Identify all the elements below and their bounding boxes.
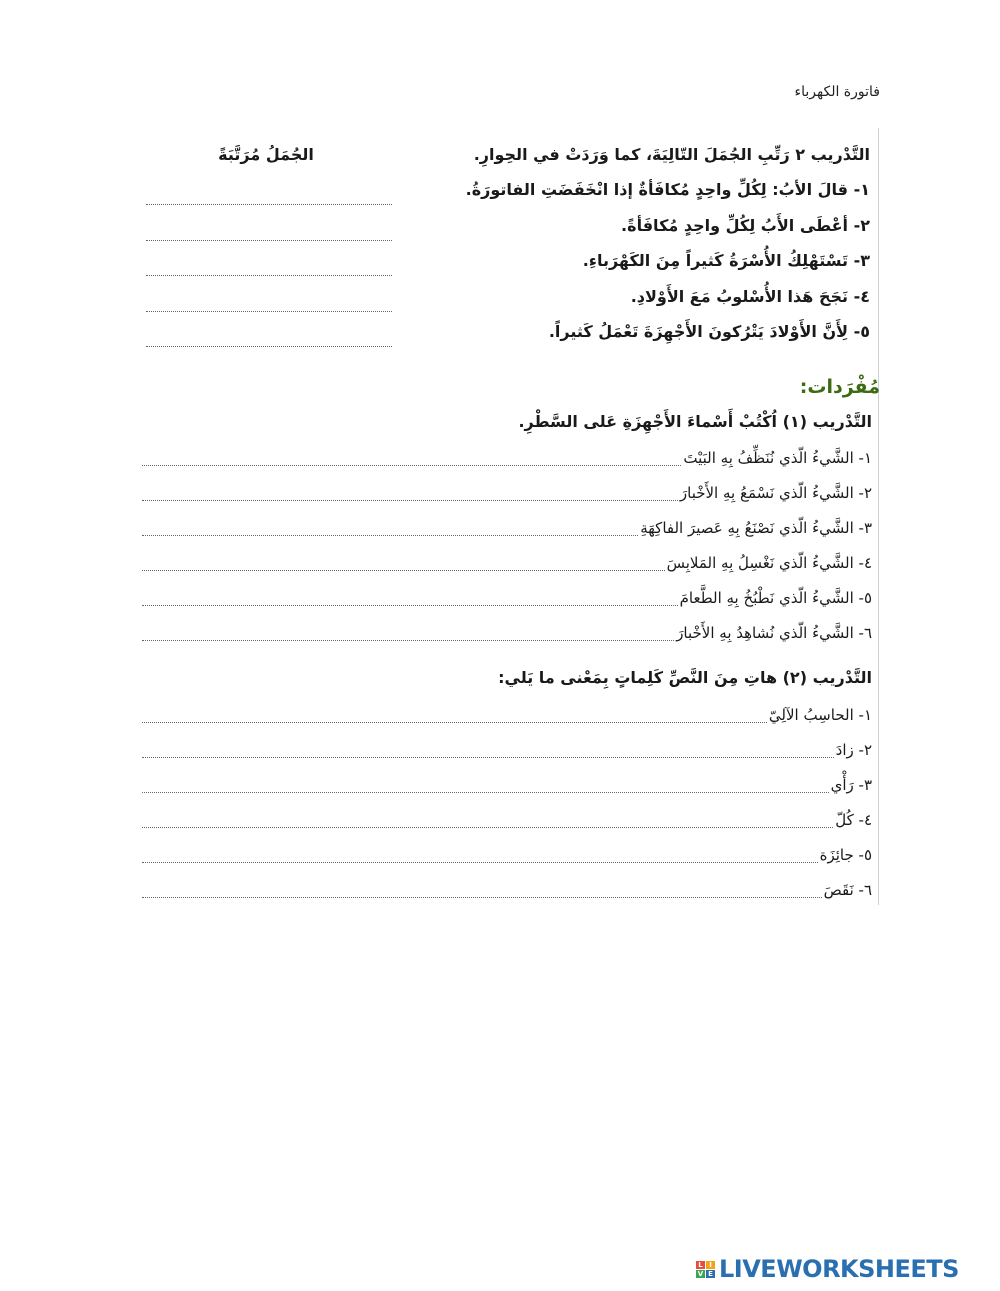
- list-item: [142, 875, 872, 901]
- logo-letter: E: [706, 1270, 715, 1278]
- sentence-item: ٣- تَسْتَهْلِكُ الأُسْرَةُ كَثيراً مِنَ الكَهْرَباءِ.: [582, 251, 870, 270]
- device-answer-input-2[interactable]: [142, 481, 678, 501]
- synonym-answer-input-2[interactable]: [142, 738, 834, 758]
- logo-letter: V: [697, 1269, 704, 1278]
- exercise1-sentence-list: [410, 180, 870, 358]
- item-prompt: ٢- الشَّيءُ الّذي نَسْمَعُ بِهِ الأَخْبارَ: [679, 484, 872, 502]
- sentence-item: ٥- لِأَنَّ الأَوْلادَ يَتْرُكونَ الأَجْهِزَةَ تَعْمَلُ كَثيراً.: [548, 322, 870, 341]
- synonym-answer-input-5[interactable]: [142, 843, 818, 863]
- synonym-answer-input-4[interactable]: [142, 808, 833, 828]
- logo-letter: L: [696, 1261, 705, 1269]
- liveworksheets-logo-icon: [696, 1261, 715, 1278]
- vocabulary-heading: مُفْرَدات:: [799, 376, 880, 398]
- ordered-answers-column: [146, 180, 392, 347]
- list-item: [142, 735, 872, 761]
- item-prompt: ٢- زادَ: [835, 741, 872, 759]
- exercise1-heading: التَّدْريب ٢ رَتِّبِ الجُمَلَ التّالِيَةَ، كما وَرَدَتْ في الحِوارِ.: [473, 145, 870, 164]
- ordered-answer-input-2[interactable]: [146, 221, 392, 241]
- item-prompt: ٦- نَقَصَ: [823, 881, 872, 899]
- item-prompt: ١- الحاسِبُ الآلِيّ: [768, 706, 872, 724]
- exercise3-heading: التَّدْريب (٢) هاتِ مِنَ النَّصِّ كَلِماتٍ بِمَعْنى ما يَلي:: [498, 668, 872, 687]
- device-answer-input-6[interactable]: [142, 621, 674, 641]
- list-item: [142, 513, 872, 539]
- brand-name: LIVEWORKSHEETS: [719, 1255, 959, 1283]
- list-item: [142, 478, 872, 504]
- list-item: [142, 840, 872, 866]
- item-prompt: ٤- كُلّ: [835, 811, 872, 829]
- logo-letter: I: [706, 1261, 715, 1269]
- list-item: [142, 548, 872, 574]
- ordered-sentences-heading: الجُمَلُ مُرَتَّبَةً: [218, 145, 314, 164]
- ordered-answer-input-1[interactable]: [146, 185, 392, 205]
- synonym-answer-input-6[interactable]: [142, 878, 822, 898]
- list-item: [142, 805, 872, 831]
- synonym-answer-input-1[interactable]: [142, 703, 767, 723]
- item-prompt: ٦- الشَّيءُ الّذي نُشاهِدُ بِهِ الأَخْبارَ: [676, 624, 872, 642]
- list-item: [142, 443, 872, 469]
- item-prompt: ٣- رَأْي: [830, 776, 872, 794]
- exercise2-section: [142, 410, 880, 650]
- sentence-item: ١- قالَ الأبُ: لِكُلِّ واحِدٍ مُكافَأةٌ إذا انْخَفَضَتِ الفاتورَةُ.: [465, 180, 870, 199]
- liveworksheets-brand: [696, 1254, 959, 1284]
- device-answer-input-1[interactable]: [142, 446, 681, 466]
- sentence-item: ٢- أعْطَى الأَبُ لِكُلِّ واحِدٍ مُكافَأةً.: [621, 215, 870, 235]
- ordered-answer-input-5[interactable]: [146, 327, 392, 347]
- list-item: [142, 770, 872, 796]
- item-prompt: ٣- الشَّيءُ الّذي نَصْنَعُ بِهِ عَصيرَ الفاكِهَةِ: [640, 519, 872, 537]
- exercise3-section: [142, 666, 880, 906]
- item-prompt: ٤- الشَّيءُ الّذي نَغْسِلُ بِهِ المَلابِسَ: [666, 554, 872, 572]
- ordered-answer-input-4[interactable]: [146, 292, 392, 312]
- device-answer-input-4[interactable]: [142, 551, 665, 571]
- worksheet-title: فاتورة الكهرباء: [794, 84, 880, 100]
- list-item: [142, 700, 872, 726]
- item-prompt: ٥- الشَّيءُ الّذي نَطْبُخُ بِهِ الطَّعامَ: [679, 589, 872, 607]
- item-prompt: ١- الشَّيءُ الّذي نُنَظِّفُ بِهِ البَيْتَ: [683, 449, 872, 467]
- list-item: [142, 618, 872, 644]
- exercise2-heading: التَّدْريب (١) اُكْتُبْ أَسْماءَ الأَجْهِزَةِ عَلى السَّطْرِ.: [518, 412, 872, 431]
- sentence-item: ٤- نَجَحَ هَذا الأُسْلوبُ مَعَ الأَوْلادِ.: [630, 286, 870, 306]
- item-prompt: ٥- جائِزَة: [819, 846, 872, 864]
- synonym-answer-input-3[interactable]: [142, 773, 829, 793]
- ordered-answer-input-3[interactable]: [146, 256, 392, 276]
- list-item: [142, 583, 872, 609]
- device-answer-input-5[interactable]: [142, 586, 678, 606]
- device-answer-input-3[interactable]: [142, 516, 638, 536]
